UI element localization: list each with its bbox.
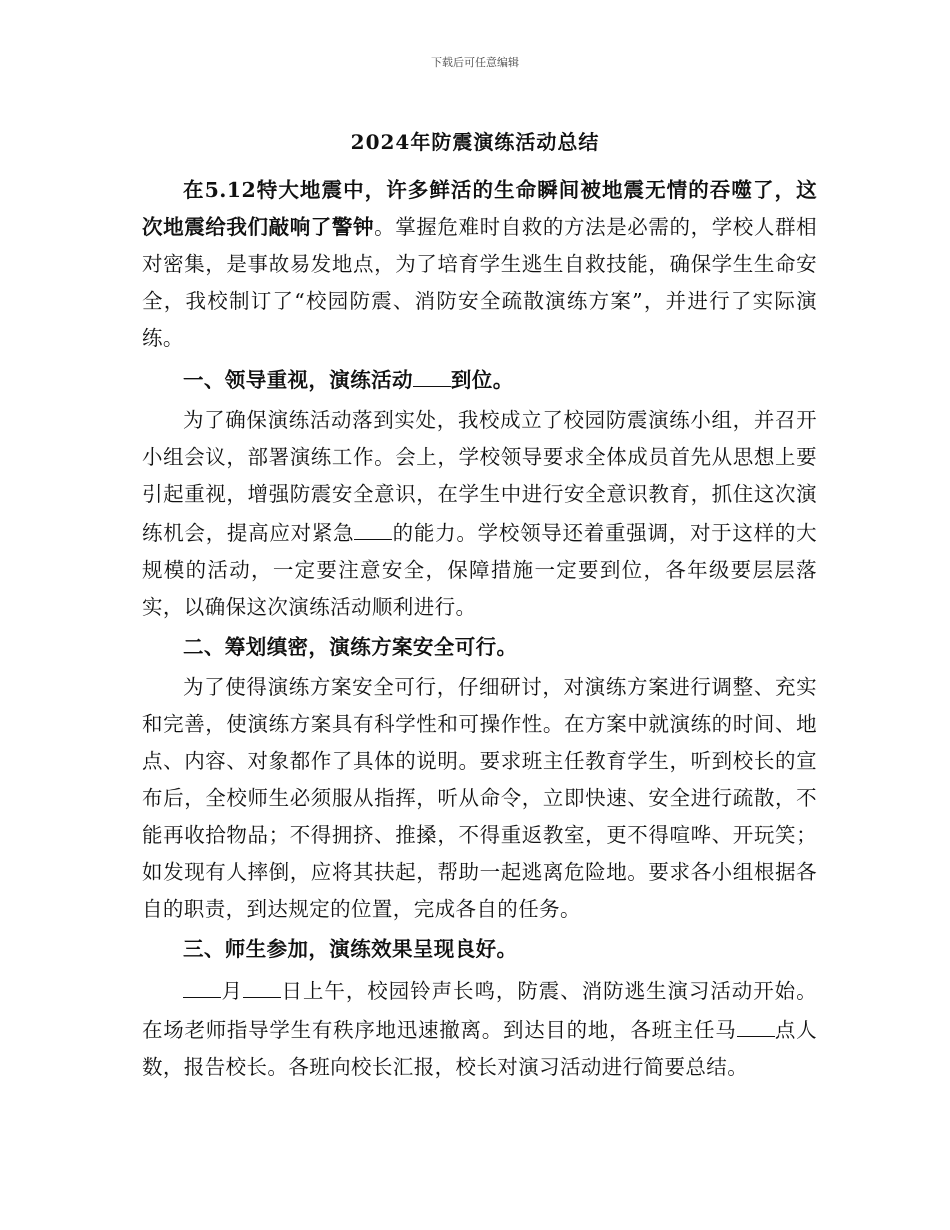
page-header-note: 下载后可任意编辑 <box>431 56 519 69</box>
section-1-text-b: 的能力。学校领导还着重强调，对于这样的大规模的活动，一定要注意安全，保障措施一定要到位，各年级要层层落实，以确保这次演练活动顺利进行。 <box>142 521 818 619</box>
section-1-heading-text-b: 到位。 <box>450 368 514 392</box>
fill-blank <box>243 971 281 998</box>
section-1-text-a: 为了确保演练活动落到实处，我校成立了校园防震演练小组，并召开小组会议，部署演练工作。会上，学校领导要求全体成员首先从思想上要引起重视，增强防震安全意识，在学生中进行安全意识教育，抓住这次演练机会，提高应对紧急 <box>142 408 817 545</box>
intro-bold-text: 在5.12特大地震中，许多鲜活的生命瞬间被地震无情的吞噬了，这次地震给我们敲响了警钟 <box>142 178 817 239</box>
document-body <box>142 172 817 1089</box>
fill-blank <box>737 1010 775 1037</box>
fill-blank <box>413 360 451 387</box>
fill-blank <box>183 971 221 998</box>
document-title: 2024年防震演练活动总结 <box>350 130 600 154</box>
section-3-heading: 三、师生参加，演练效果呈现良好。 <box>183 937 518 961</box>
section-3-paragraph <box>142 971 817 1086</box>
section-1-heading <box>142 360 817 399</box>
section-3-text-month: 月 <box>221 979 243 1003</box>
section-1-heading-text-a: 一、领导重视，演练活动 <box>183 368 413 392</box>
intro-paragraph <box>142 172 817 357</box>
section-3-text-a: 日上午，校园铃声长鸣，防震、消防逃生演习活动开始。在场老师指导学生有秩序地迅速撤离。到达目的地，各班主任马 <box>142 979 817 1042</box>
fill-blank <box>354 513 392 540</box>
section-3-text-b: 点人数，报告校长。各班向校长汇报，校长对演习活动进行简要总结。 <box>142 1018 817 1079</box>
intro-text: 。掌握危难时自救的方法是必需的，学校人群相对密集，是事故易发地点，为了培育学生逃生自救技能，确保学生生命安全，我校制订了“校园防震、消防安全疏散演练方案”，并进行了实际演练。 <box>142 215 818 350</box>
section-1-paragraph <box>142 402 817 626</box>
section-2-heading: 二、筹划缜密，演练方案安全可行。 <box>183 635 518 659</box>
section-2-paragraph: 为了使得演练方案安全可行，仔细研讨，对演练方案进行调整、充实和完善，使演练方案具有科学性和可操作性。在方案中就演练的时间、地点、内容、对象都作了具体的说明。要求班主任教育学生，听到校长的宣布后，全校师生必须服从指挥，听从命令，立即快速、安全进行疏散，不能再收拾物品；不得拥挤、推搡，不得重返教室，更不得喧哗、开玩笑；如发现有人摔倒，应将其扶起，帮助一起逃离危险地。要求各小组根据各自的职责，到达规定的位置，完成各自的任务。 <box>142 675 817 921</box>
